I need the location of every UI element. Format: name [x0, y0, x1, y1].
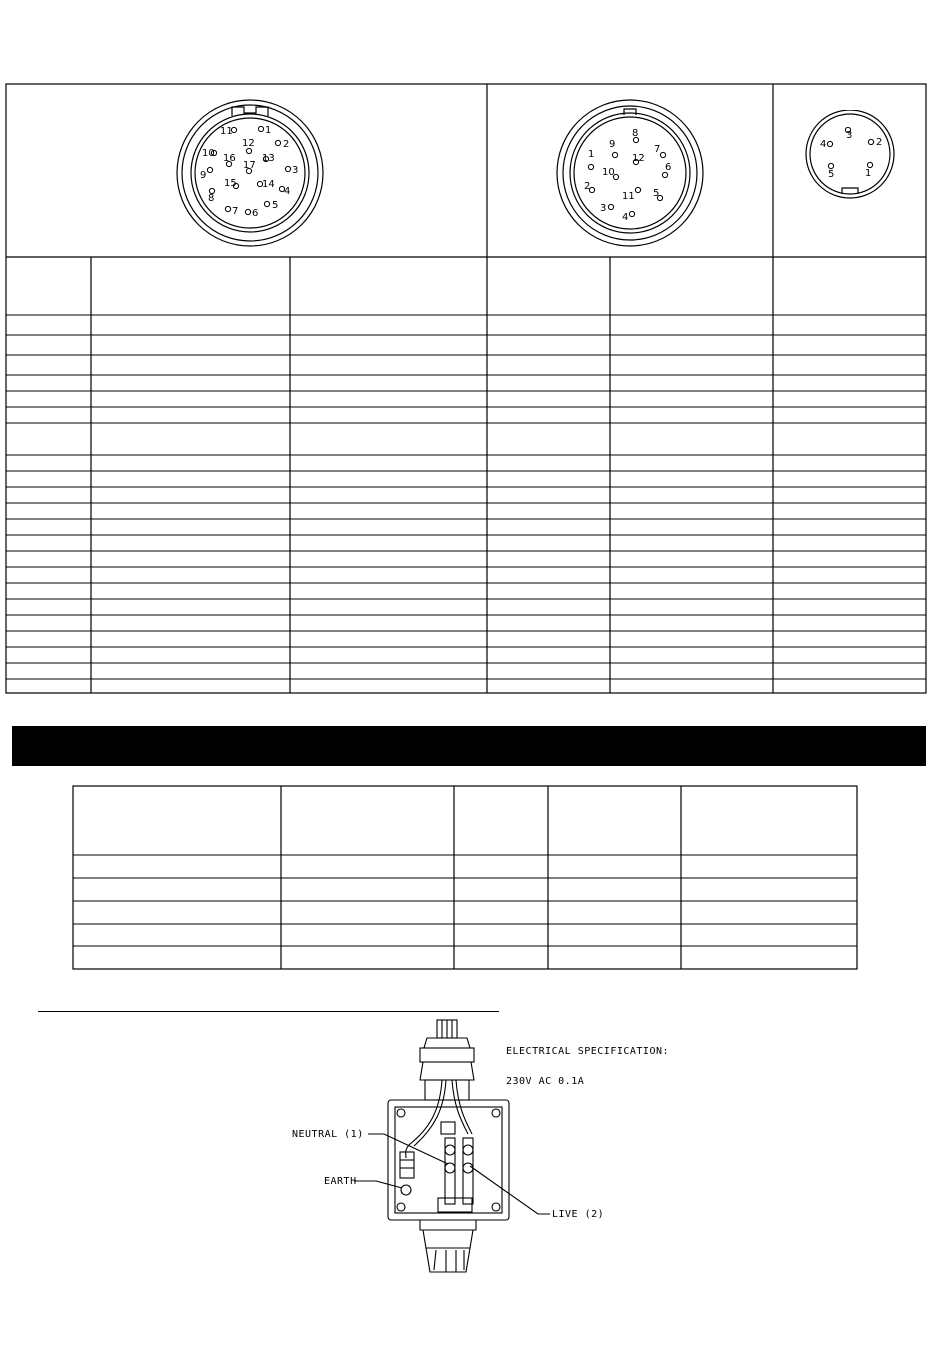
pin-7-hole [225, 206, 230, 211]
connector-12-pin-diagram [552, 95, 712, 250]
electrical-spec-value: 230V AC 0.1A [506, 1076, 585, 1087]
pin-7-label: 7 [232, 206, 239, 217]
pin-2-hole [868, 139, 873, 144]
connector-17-pin-diagram [170, 95, 330, 250]
junction-box-wiring-diagram [280, 1018, 700, 1288]
pin-1-label: 1 [865, 168, 872, 179]
pin-11-label: 11 [220, 126, 233, 137]
pin-4-hole [629, 211, 634, 216]
pin-10-label: 10 [602, 167, 615, 178]
pin-4-hole [827, 141, 832, 146]
pin-12-label: 12 [242, 138, 255, 149]
earth-label: EARTH [324, 1176, 357, 1187]
pin-1-label: 1 [265, 125, 272, 136]
pin-3-label: 3 [292, 165, 299, 176]
spec-table [0, 780, 950, 980]
pin-5-hole [828, 163, 833, 168]
pin-9-label: 9 [200, 170, 207, 181]
pin-3-hole [285, 166, 290, 171]
pin-14-label: 14 [262, 179, 275, 190]
connector-5-pin-diagram [798, 110, 908, 200]
pin-5-label: 5 [653, 188, 660, 199]
pin-1-hole [867, 162, 872, 167]
pin-8-label: 8 [208, 193, 215, 204]
pin-2-hole [275, 140, 280, 145]
pin-5-label: 5 [828, 169, 835, 180]
pin-9-hole [207, 167, 212, 172]
pin-16-label: 16 [223, 153, 236, 164]
pin-7-hole [660, 152, 665, 157]
pin-9-label: 9 [609, 139, 616, 150]
pin-4-label: 4 [820, 139, 827, 150]
electrical-spec-title: ELECTRICAL SPECIFICATION: [506, 1046, 670, 1057]
wiring-section-rule [38, 1011, 499, 1012]
pin-3-hole [608, 204, 613, 209]
pin-2-label: 2 [283, 139, 290, 150]
pin-3-label: 3 [600, 203, 607, 214]
pin-3-label: 3 [846, 130, 853, 141]
pin-6-hole [662, 172, 667, 177]
pin-15-label: 15 [224, 178, 237, 189]
pin-7-label: 7 [654, 144, 661, 155]
pin-2-label: 2 [876, 137, 883, 148]
live-label: LIVE (2) [552, 1209, 605, 1220]
pin-1-label: 1 [588, 149, 595, 160]
pin-12-label: 12 [632, 153, 645, 164]
pin-6-label: 6 [665, 162, 672, 173]
pin-6-hole [245, 209, 250, 214]
pin-6-label: 6 [252, 208, 259, 219]
pin-8-label: 8 [632, 128, 639, 139]
pin-10-label: 10 [202, 148, 215, 159]
neutral-label: NEUTRAL (1) [292, 1129, 364, 1140]
pin-5-label: 5 [272, 200, 279, 211]
section-header-label [12, 737, 24, 754]
pin-2-label: 2 [584, 181, 591, 192]
pin-11-hole [635, 187, 640, 192]
pin-1-hole [588, 164, 593, 169]
section-header-bar [12, 726, 926, 766]
pin-17-label: 17 [243, 160, 256, 171]
pin-12-hole [246, 148, 251, 153]
pin-4-label: 4 [284, 186, 291, 197]
pin-13-label: 13 [262, 153, 275, 164]
pin-11-label: 11 [622, 191, 635, 202]
pin-9-hole [612, 152, 617, 157]
pin-5-hole [264, 201, 269, 206]
pin-4-label: 4 [622, 212, 629, 223]
pin-1-hole [258, 126, 263, 131]
